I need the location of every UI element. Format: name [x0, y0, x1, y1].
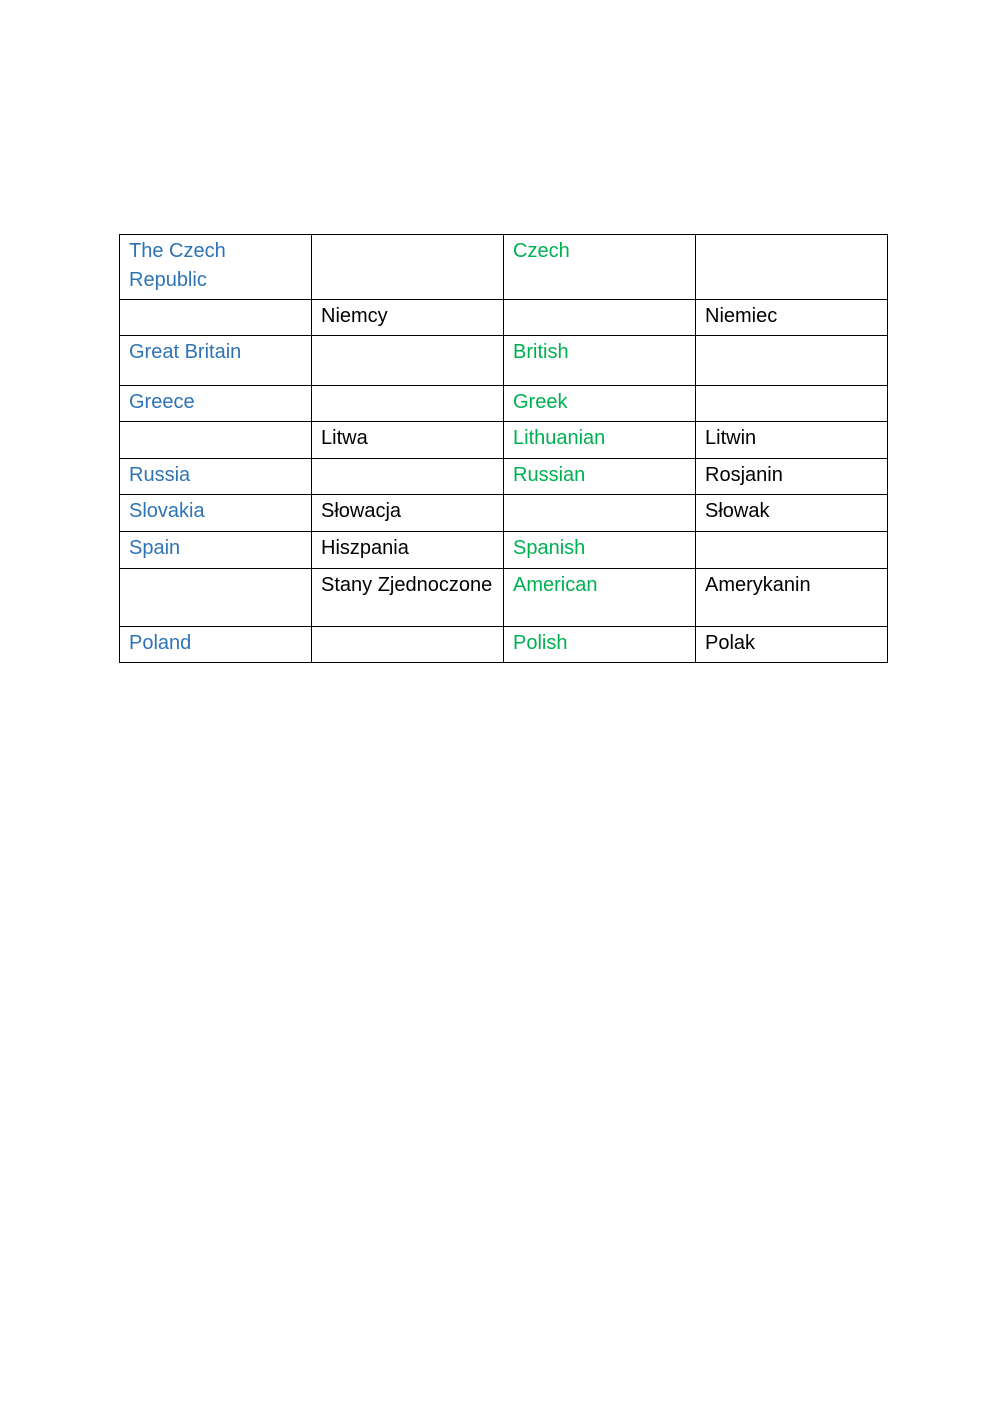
table-row: [120, 386, 888, 422]
table-row: [120, 422, 888, 459]
country-pl-cell: Hiszpania: [312, 532, 504, 569]
table-row: [120, 300, 888, 336]
nationality-pl-cell: Niemiec: [696, 300, 888, 336]
nationality-pl-cell: Amerykanin: [696, 569, 888, 627]
country-pl-cell: Słowacja: [312, 495, 504, 532]
country-cell: The Czech Republic: [120, 235, 312, 300]
country-cell: Spain: [120, 532, 312, 569]
nationality-cell: Russian: [504, 459, 696, 495]
table-row: [120, 569, 888, 627]
nationality-cell: [504, 495, 696, 532]
country-pl-cell: Litwa: [312, 422, 504, 459]
table-row: [120, 495, 888, 532]
country-cell: Great Britain: [120, 336, 312, 386]
nationality-pl-cell: [696, 235, 888, 300]
table-row: [120, 532, 888, 569]
table-row: [120, 459, 888, 495]
nationality-pl-cell: Polak: [696, 627, 888, 663]
country-pl-cell: [312, 459, 504, 495]
country-cell: [120, 569, 312, 627]
nationality-pl-cell: Słowak: [696, 495, 888, 532]
country-pl-cell: [312, 235, 504, 300]
nationality-cell: Czech: [504, 235, 696, 300]
table-row: [120, 627, 888, 663]
table-row: [120, 336, 888, 386]
country-pl-cell: Stany Zjednoczone: [312, 569, 504, 627]
country-cell: [120, 300, 312, 336]
country-cell: Greece: [120, 386, 312, 422]
nationality-cell: Spanish: [504, 532, 696, 569]
country-pl-cell: [312, 627, 504, 663]
table-row: [120, 235, 888, 300]
nationality-cell: Greek: [504, 386, 696, 422]
country-cell: Russia: [120, 459, 312, 495]
nationality-cell: British: [504, 336, 696, 386]
nationality-pl-cell: Rosjanin: [696, 459, 888, 495]
nationality-pl-cell: [696, 386, 888, 422]
countries-nationalities-table: [119, 234, 888, 663]
country-pl-cell: [312, 386, 504, 422]
nationality-pl-cell: Litwin: [696, 422, 888, 459]
nationality-pl-cell: [696, 532, 888, 569]
nationality-cell: Lithuanian: [504, 422, 696, 459]
country-pl-cell: Niemcy: [312, 300, 504, 336]
nationality-pl-cell: [696, 336, 888, 386]
nationality-cell: [504, 300, 696, 336]
country-cell: Slovakia: [120, 495, 312, 532]
country-cell: Poland: [120, 627, 312, 663]
nationality-cell: Polish: [504, 627, 696, 663]
nationality-cell: American: [504, 569, 696, 627]
country-cell: [120, 422, 312, 459]
country-pl-cell: [312, 336, 504, 386]
